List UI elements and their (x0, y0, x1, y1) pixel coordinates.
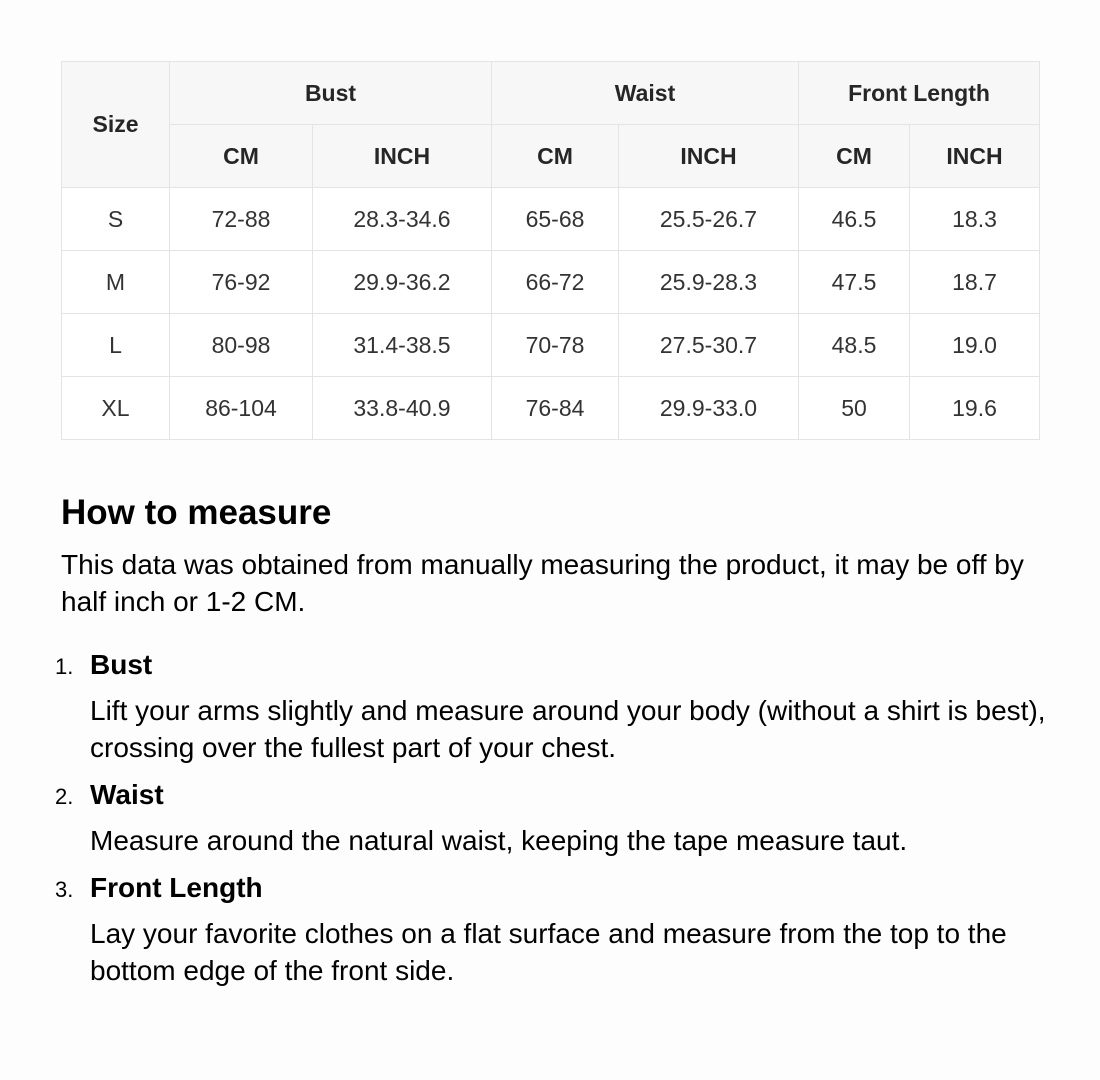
how-to-measure-section (55, 488, 1051, 1001)
front-length-inch-cell: 18.3 (910, 188, 1040, 251)
waist-inch-cell: 25.5-26.7 (619, 188, 799, 251)
waist-cm-cell: 70-78 (492, 314, 619, 377)
size-cell: M (62, 251, 170, 314)
waist-cm-cell: 76-84 (492, 377, 619, 440)
step-number: 2. (55, 784, 74, 809)
intro-text: This data was obtained from manually measuring the product, it may be off by half inch or 1-2 CM. (61, 549, 1024, 617)
table-row (62, 377, 1040, 440)
header-row-units (62, 125, 1040, 188)
waist-inch-cell: 27.5-30.7 (619, 314, 799, 377)
section-title: How to measure (61, 493, 332, 532)
group-header-bust: Bust (170, 62, 492, 125)
table-row (62, 188, 1040, 251)
step-title: Waist (90, 779, 164, 810)
front-length-inch-cell: 19.6 (910, 377, 1040, 440)
bust-cm-cell: 80-98 (170, 314, 313, 377)
group-header-front-length: Front Length (799, 62, 1040, 125)
step-description: Measure around the natural waist, keeping the tape measure taut. (90, 825, 908, 856)
size-chart-table (61, 61, 1040, 440)
unit-header: INCH (313, 125, 492, 188)
step-number: 3. (55, 877, 74, 902)
table-row (62, 314, 1040, 377)
waist-cm-cell: 65-68 (492, 188, 619, 251)
bust-cm-cell: 72-88 (170, 188, 313, 251)
bust-cm-cell: 76-92 (170, 251, 313, 314)
front-length-inch-cell: 18.7 (910, 251, 1040, 314)
step-number: 1. (55, 654, 74, 679)
step-title: Bust (90, 649, 153, 680)
size-cell: XL (62, 377, 170, 440)
step-title: Front Length (90, 872, 263, 903)
unit-header: CM (170, 125, 313, 188)
waist-cm-cell: 66-72 (492, 251, 619, 314)
bust-cm-cell: 86-104 (170, 377, 313, 440)
list-item (55, 778, 1051, 859)
measure-steps-list (55, 648, 1051, 989)
front-length-cm-cell: 46.5 (799, 188, 910, 251)
unit-header: INCH (910, 125, 1040, 188)
front-length-inch-cell: 19.0 (910, 314, 1040, 377)
unit-header: INCH (619, 125, 799, 188)
bust-inch-cell: 28.3-34.6 (313, 188, 492, 251)
list-item (55, 871, 1051, 989)
front-length-cm-cell: 47.5 (799, 251, 910, 314)
table-row (62, 251, 1040, 314)
size-header: Size (62, 62, 170, 188)
header-row-groups (62, 62, 1040, 125)
unit-header: CM (492, 125, 619, 188)
unit-header: CM (799, 125, 910, 188)
group-header-waist: Waist (492, 62, 799, 125)
front-length-cm-cell: 50 (799, 377, 910, 440)
front-length-cm-cell: 48.5 (799, 314, 910, 377)
bust-inch-cell: 33.8-40.9 (313, 377, 492, 440)
waist-inch-cell: 29.9-33.0 (619, 377, 799, 440)
size-cell: S (62, 188, 170, 251)
waist-inch-cell: 25.9-28.3 (619, 251, 799, 314)
step-description: Lift your arms slightly and measure around your body (without a shirt is best), crossing over the fullest part of your chest. (90, 695, 1046, 763)
list-item (55, 648, 1051, 766)
step-description: Lay your favorite clothes on a flat surface and measure from the top to the bottom edge of the front side. (90, 918, 1007, 986)
bust-inch-cell: 29.9-36.2 (313, 251, 492, 314)
bust-inch-cell: 31.4-38.5 (313, 314, 492, 377)
size-cell: L (62, 314, 170, 377)
